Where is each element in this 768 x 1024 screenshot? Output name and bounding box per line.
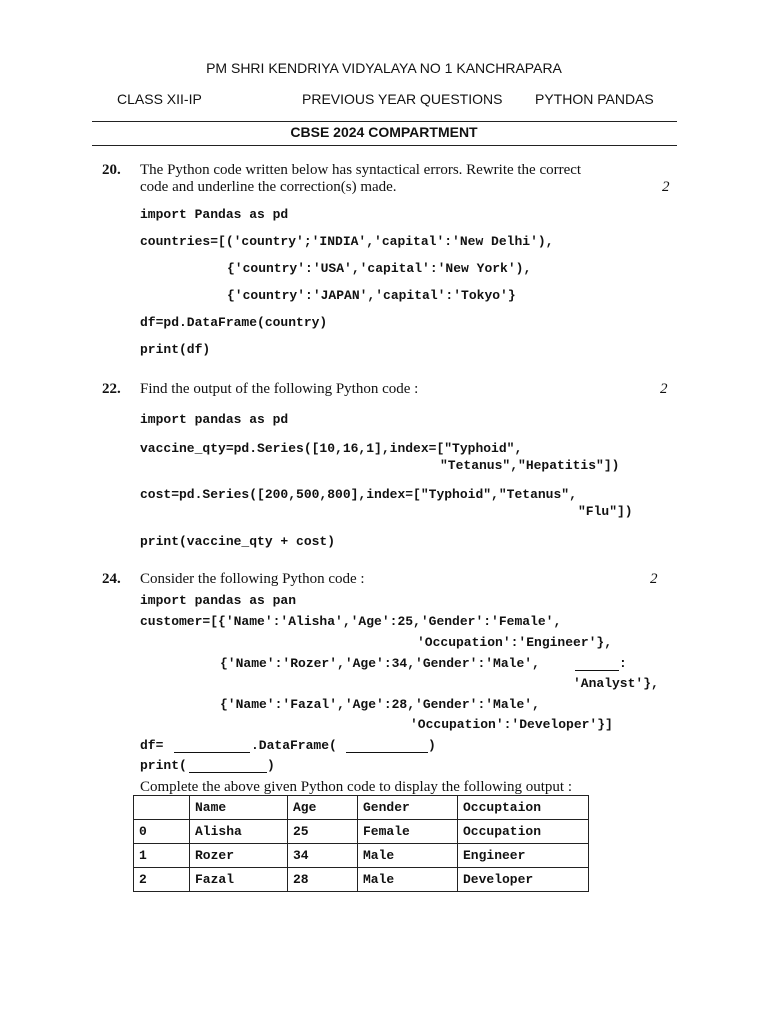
table-cell: Occupation xyxy=(458,820,589,844)
question-number: 22. xyxy=(102,381,121,397)
marks: 2 xyxy=(662,179,670,195)
table-header-cell xyxy=(134,796,190,820)
code-line: print( xyxy=(140,758,187,773)
header-rule-bottom xyxy=(92,145,677,146)
code-line: vaccine_qty=pd.Series([10,16,1],index=["Typhoid", xyxy=(140,441,523,456)
table-header-cell: Occuptaion xyxy=(458,796,589,820)
output-table xyxy=(133,795,589,892)
subtitle-label: PREVIOUS YEAR QUESTIONS xyxy=(302,91,503,107)
marks: 2 xyxy=(660,381,668,397)
table-cell: Rozer xyxy=(190,844,288,868)
question-number: 20. xyxy=(102,162,121,178)
code-line: import Pandas as pd xyxy=(140,207,289,222)
code-line: "Tetanus","Hepatitis"]) xyxy=(440,458,620,473)
table-cell: Male xyxy=(358,844,458,868)
code-line: cost=pd.Series([200,500,800],index=["Typhoid","Tetanus", xyxy=(140,487,577,502)
header-rule-top xyxy=(92,121,677,122)
marks: 2 xyxy=(650,571,658,587)
question-text: The Python code written below has syntactical errors. Rewrite the correct xyxy=(140,162,582,178)
code-line: print(df) xyxy=(140,342,211,357)
answer-blank xyxy=(189,758,267,773)
code-line: "Flu"]) xyxy=(578,504,633,519)
question-instruction: Complete the above given Python code to display the following output : xyxy=(140,779,573,795)
table-cell: 2 xyxy=(134,868,190,892)
code-line: import pandas as pan xyxy=(140,593,297,608)
table-cell: Developer xyxy=(458,868,589,892)
table-cell: Fazal xyxy=(190,868,288,892)
code-line: 'Analyst'}, xyxy=(573,676,659,691)
code-line: ) xyxy=(267,758,275,773)
code-line: df=pd.DataFrame(country) xyxy=(140,315,328,330)
table-cell: Alisha xyxy=(190,820,288,844)
code-line: .DataFrame( xyxy=(251,738,337,753)
question-text: Find the output of the following Python code : xyxy=(140,381,419,397)
code-line: : xyxy=(619,656,627,671)
code-line: df= xyxy=(140,738,172,753)
table-header-cell: Name xyxy=(190,796,288,820)
table-cell: 25 xyxy=(288,820,358,844)
answer-blank xyxy=(346,738,428,753)
question-number: 24. xyxy=(102,571,121,587)
code-line: 'Occupation':'Engineer'}, xyxy=(417,635,613,650)
code-line: 'Occupation':'Developer'}] xyxy=(410,717,613,732)
table-cell: Male xyxy=(358,868,458,892)
table-cell: Female xyxy=(358,820,458,844)
code-line: ) xyxy=(428,738,436,753)
section-title: CBSE 2024 COMPARTMENT xyxy=(290,124,478,140)
answer-blank xyxy=(174,738,250,753)
code-line: customer=[{'Name':'Alisha','Age':25,'Gender':'Female', xyxy=(140,614,562,629)
table-cell: 34 xyxy=(288,844,358,868)
table-header-row xyxy=(134,796,589,820)
topic-label: PYTHON PANDAS xyxy=(535,91,654,107)
table-header-cell: Gender xyxy=(358,796,458,820)
code-line: import pandas as pd xyxy=(140,412,289,427)
table-row xyxy=(134,820,589,844)
table-header-cell: Age xyxy=(288,796,358,820)
answer-blank xyxy=(575,656,619,671)
code-line: countries=[('country';'INDIA','capital':'New Delhi'), xyxy=(140,234,554,249)
school-name: PM SHRI KENDRIYA VIDYALAYA NO 1 KANCHRAPARA xyxy=(206,60,562,76)
table-row xyxy=(134,844,589,868)
question-text: code and underline the correction(s) made. xyxy=(140,179,397,195)
code-line: {'country':'USA','capital':'New York'), xyxy=(227,261,532,276)
code-line: {'country':'JAPAN','capital':'Tokyo'} xyxy=(227,288,516,303)
class-label: CLASS XII-IP xyxy=(117,91,202,107)
table-cell: 1 xyxy=(134,844,190,868)
code-line: {'Name':'Rozer','Age':34,'Gender':'Male', xyxy=(220,656,540,671)
table-row xyxy=(134,868,589,892)
table-cell: 0 xyxy=(134,820,190,844)
table-cell: 28 xyxy=(288,868,358,892)
code-line: {'Name':'Fazal','Age':28,'Gender':'Male', xyxy=(220,697,540,712)
table-cell: Engineer xyxy=(458,844,589,868)
question-text: Consider the following Python code : xyxy=(140,571,365,587)
code-line: print(vaccine_qty + cost) xyxy=(140,534,336,549)
